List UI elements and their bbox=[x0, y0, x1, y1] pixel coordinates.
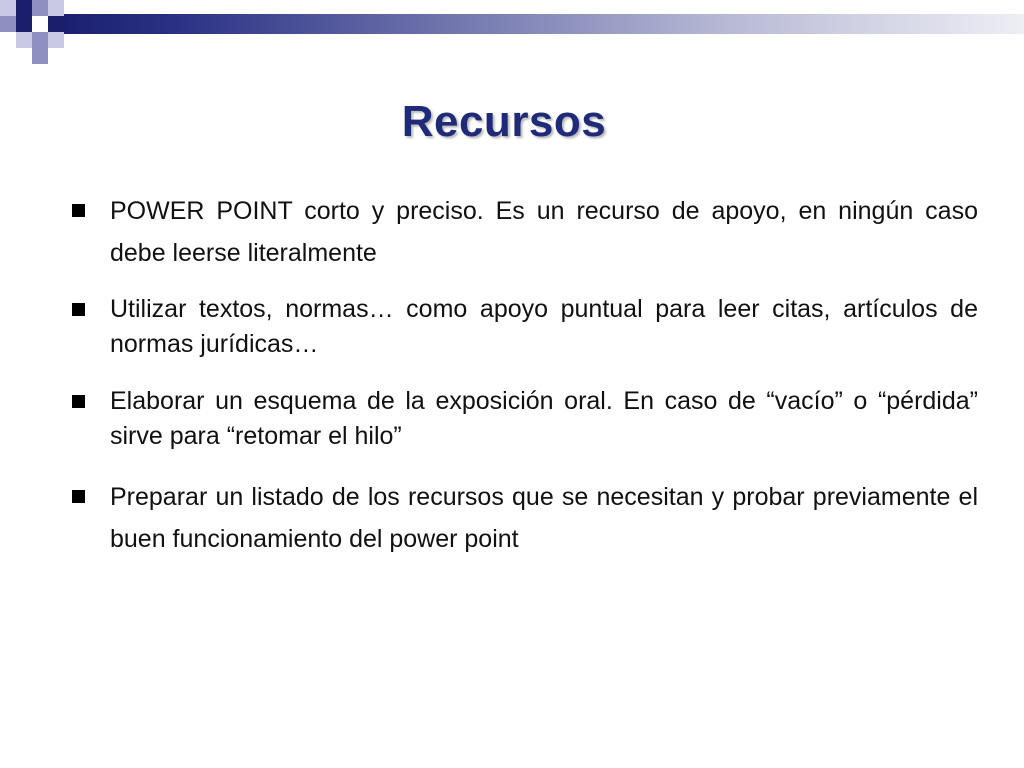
bullet-text: Elaborar un esquema de la exposición oral. En caso de “vacío” o “pérdida” sirve para “retomar el hilo” bbox=[110, 387, 978, 450]
list-item bbox=[72, 292, 978, 362]
list-item bbox=[72, 190, 978, 274]
list-item bbox=[72, 476, 978, 560]
slide-title: Recursos bbox=[401, 97, 607, 147]
deco-square bbox=[16, 32, 32, 48]
deco-square bbox=[32, 48, 48, 64]
deco-square bbox=[32, 0, 48, 16]
deco-square bbox=[16, 16, 32, 32]
bullet-list bbox=[72, 190, 978, 578]
bullet-text: Preparar un listado de los recursos que se necesitan y probar previamente el buen funcionamiento del power point bbox=[110, 483, 978, 553]
deco-square bbox=[32, 32, 48, 48]
deco-square bbox=[48, 32, 64, 48]
deco-square bbox=[16, 0, 32, 16]
square-bullet-icon bbox=[72, 204, 85, 217]
deco-square bbox=[48, 0, 64, 16]
square-bullet-icon bbox=[72, 303, 85, 316]
bullet-text: POWER POINT corto y preciso. Es un recurso de apoyo, en ningún caso debe leerse literalmente bbox=[110, 197, 978, 267]
header-gradient-bar bbox=[58, 14, 1024, 34]
deco-square bbox=[32, 16, 48, 32]
square-bullet-icon bbox=[72, 490, 85, 503]
square-bullet-icon bbox=[72, 395, 85, 408]
deco-square bbox=[0, 0, 16, 16]
bullet-text: Utilizar textos, normas… como apoyo puntual para leer citas, artículos de normas jurídicas… bbox=[110, 295, 978, 358]
deco-square bbox=[48, 16, 64, 32]
deco-square bbox=[0, 16, 16, 32]
list-item bbox=[72, 384, 978, 454]
